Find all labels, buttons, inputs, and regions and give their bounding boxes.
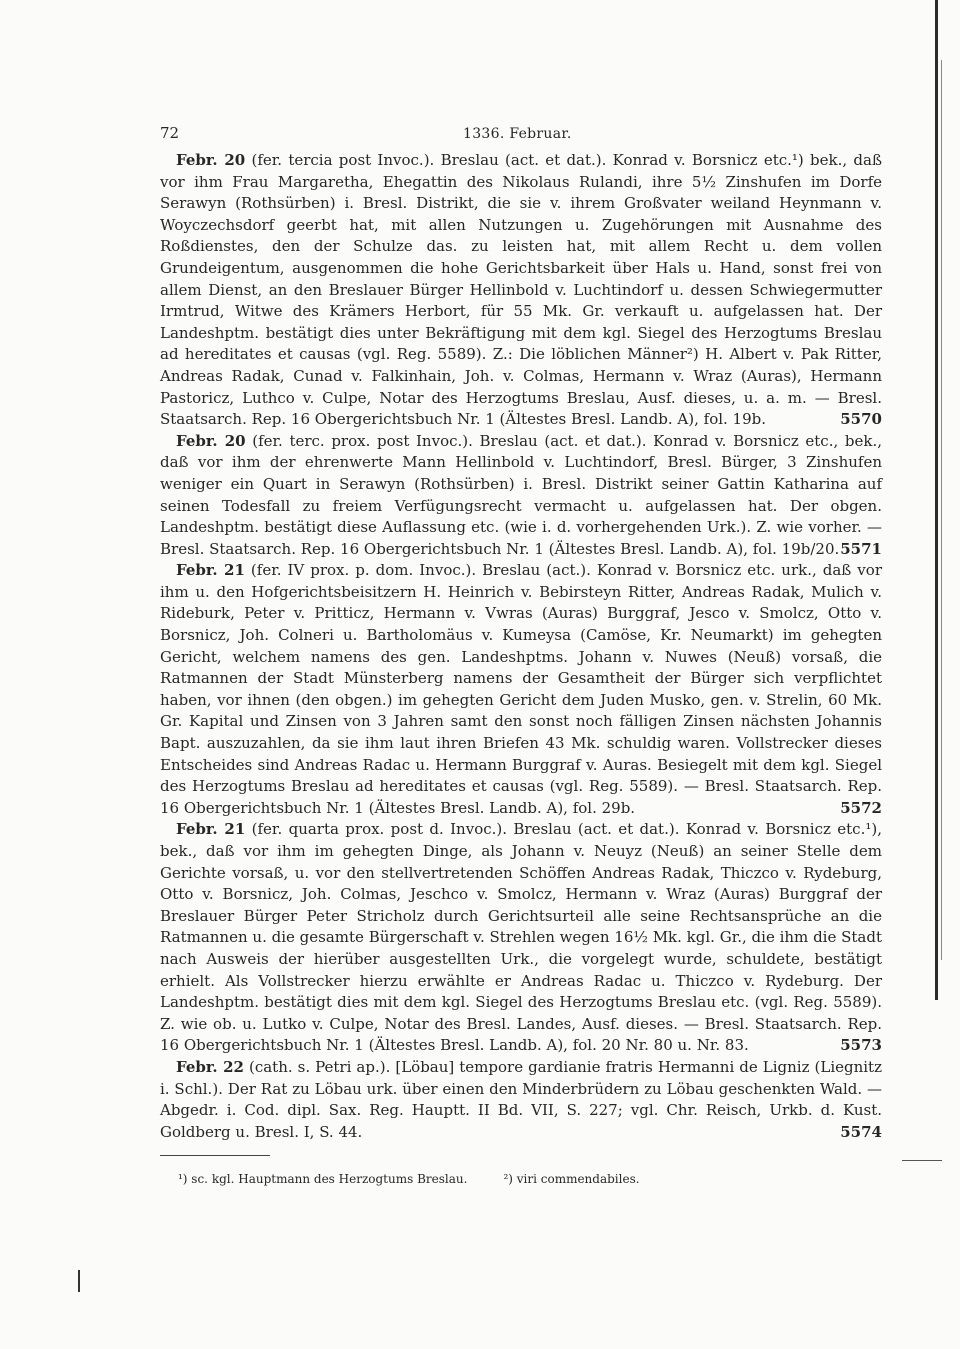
page-number: 72 (160, 124, 180, 142)
regest-entry (160, 150, 882, 431)
regest-entry (160, 431, 882, 561)
scan-mark (902, 1160, 942, 1161)
footnote: ²) viri commendabiles. (503, 1172, 640, 1187)
entry-date: Febr. 20 (176, 431, 246, 450)
entry-text: (cath. s. Petri ap.). [Löbau] tempore gardianie fratris Hermanni de Ligniz (Liegnitz i. Schl.). Der Rat zu Löbau urk. über einen den Minderbrüdern zu Löbau geschenkten Wald. — Abgedr. i. Cod. dipl. Sax. Reg. Hauptt. II Bd. VII, S. 227; vgl. Chr. Reisch, Urkb. d. Kust. Goldberg u. Bresl. I, S. 44. (160, 1057, 882, 1141)
scan-speck (78, 1270, 80, 1292)
entry-date: Febr. 21 (176, 820, 246, 839)
regest-entry (160, 819, 882, 1057)
entry-text: (fer. IV prox. p. dom. Invoc.). Breslau (act.). Konrad v. Borsnicz etc. urk., daß vor ihm u. den Hofgerichtsbeisitzern H. Heinrich v. Bebirsteyn Ritter, Andreas Radak, Mulich v. Rideburk, Peter v. Pritticz, Hermann v. Vwras (Auras) Burggraf, Jesco v. Smolcz, Otto v. Borsnicz, Joh. Colneri u. Bartholomäus v. Kumeysa (Camöse, Kr. Neumarkt) im gehegten Gericht, welchem namens des gen. Landeshptms. Johann v. Nuwes (Neuß) vorsaß, die Ratmannen der Stadt Münsterberg namens der Gesamtheit der Bürger sich verpflichtet haben, vor ihnen (den obgen.) im gehegten Gericht dem Juden Musko, gen. v. Strelin, 60 Mk. Gr. Kapital und Zinsen von 3 Jahren samt den sonst noch fälligen Zinsen nächsten Johannis Bapt. auszuzahlen, da sie ihm laut ihren Briefen 43 Mk. schuldig waren. Vollstrecker dieses Entscheides sind Andreas Radac u. Hermann Burggraf v. Auras. Besiegelt mit dem kgl. Siegel des Herzogtums Breslau ad hereditates et causas (vgl. Reg. 5589). — Bresl. Staatsarch. Rep. 16 Obergerichtsbuch Nr. 1 (Ältestes Bresl. Landb. A), fol. 29b. (160, 561, 882, 817)
entry-text: (fer. quarta prox. post d. Invoc.). Breslau (act. et dat.). Konrad v. Borsnicz etc.¹), bek., daß vor ihm im gehegten Dinge, als Johann v. Neuyz (Neuß) an seiner Stelle dem Gerichte vorsaß, u. vor den stellvertretenden Schöffen Andreas Radak, Thiczco v. Rydeburg, Otto v. Borsnicz, Joh. Colmas, Jeschco v. Smolcz, Hermann v. Wraz (Auras) Burggraf der Breslauer Bürger Peter Stricholz durch Gerichtsurteil alle seine Rechtsansprüche an die Ratmannen u. die gesamte Bürgerschaft v. Strehlen wegen 16½ Mk. kgl. Gr., die ihm die Stadt nach Ausweis der hierüber ausgestellten Urk., die vorgelegt wurde, schuldete, bestätigt erhielt. Als Vollstrecker hierzu erwählte er Andreas Radac u. Thiczco v. Rydeburg. Der Landeshptm. bestätigt dies mit dem kgl. Siegel des Herzogtums Breslau etc. (vgl. Reg. 5589). Z. wie ob. u. Lutko v. Culpe, Notar des Bresl. Landes, Ausf. dieses. — Bresl. Staatsarch. Rep. 16 Obergerichtsbuch Nr. 1 (Ältestes Bresl. Landb. A), fol. 20 Nr. 80 u. Nr. 83. (160, 820, 882, 1055)
footnote-rule (160, 1155, 270, 1156)
regest-entry (160, 560, 882, 819)
entry-number: 5574 (840, 1122, 882, 1141)
entry-text: (fer. tercia post Invoc.). Breslau (act. et dat.). Konrad v. Borsnicz etc.¹) bek., daß vor ihm Frau Margaretha, Ehegattin des Nikolaus Rulandi, ihre 5½ Zinshufen im Dorfe Serawyn (Rothsürben) i. Bresl. Distrikt, die sie v. ihrem Großvater weiland Heynmann v. Woyczechsdorf geerbt hat, mit allen Nutzungen u. Zugehörungen mit Ausnahme des Roßdienstes, den der Schulze das. zu leisten hat, mit allem Recht u. dem vollen Grundeigentum, ausgenommen die hohe Gerichtsbarkeit über Hals u. Hand, sonst frei von allem Dienst, an den Breslauer Bürger Hellinbold v. Luchtindorf u. dessen Schwiegermutter Irmtrud, Witwe des Krämers Herbort, für 55 Mk. Gr. verkauft u. aufgelassen hat. Der Landeshptm. bestätigt dies unter Bekräftigung mit dem kgl. Siegel des Herzogtums Breslau ad hereditates et causas (vgl. Reg. 5589). Z.: Die löblichen Männer²) H. Albert v. Pak Ritter, Andreas Radak, Cunad v. Falkinhain, Joh. v. Colmas, Hermann v. Wraz (Auras), Hermann Pastoricz, Luthco v. Culpe, Notar des Herzogtums Breslau, Ausf. dieses, u. a. m. — Bresl. Staatsarch. Rep. 16 Obergerichtsbuch Nr. 1 (Ältestes Bresl. Landb. A), fol. 19b. (160, 151, 882, 429)
entry-date: Febr. 20 (176, 151, 246, 169)
running-header (160, 124, 882, 150)
scan-border-dark (935, 0, 938, 1000)
footnote: ¹) sc. kgl. Hauptmann des Herzogtums Breslau. (178, 1172, 468, 1187)
document-page (160, 124, 882, 1186)
scan-border-light (941, 60, 942, 960)
entry-number: 5573 (840, 1036, 882, 1055)
entry-date: Febr. 21 (176, 561, 245, 580)
entry-number: 5570 (840, 410, 882, 429)
footnotes (160, 1172, 882, 1186)
entry-number: 5572 (840, 798, 882, 817)
entry-text: (fer. terc. prox. post Invoc.). Breslau (act. et dat.). Konrad v. Borsnicz etc., bek., daß vor ihm der ehrenwerte Mann Hellinbold v. Luchtindorf, Bresl. Bürger, 3 Zinshufen weniger ein Quart in Serawyn (Rothsürben) i. Bresl. Distrikt seiner Gattin Katharina auf seinen Todesfall zu freiem Verfügungsrecht vermacht u. aufgelassen hat. Der obgen. Landeshptm. bestätigt diese Auflassung etc. (wie i. d. vorhergehenden Urk.). Z. wie vorher. — Bresl. Staatsarch. Rep. 16 Obergerichtsbuch Nr. 1 (Ältestes Bresl. Landb. A), fol. 19b/20. (160, 431, 882, 558)
entry-date: Febr. 22 (176, 1057, 244, 1076)
entry-list (160, 150, 882, 1143)
running-title: 1336. Februar. (463, 126, 572, 142)
regest-entry (160, 1057, 882, 1143)
entry-number: 5571 (840, 539, 882, 558)
